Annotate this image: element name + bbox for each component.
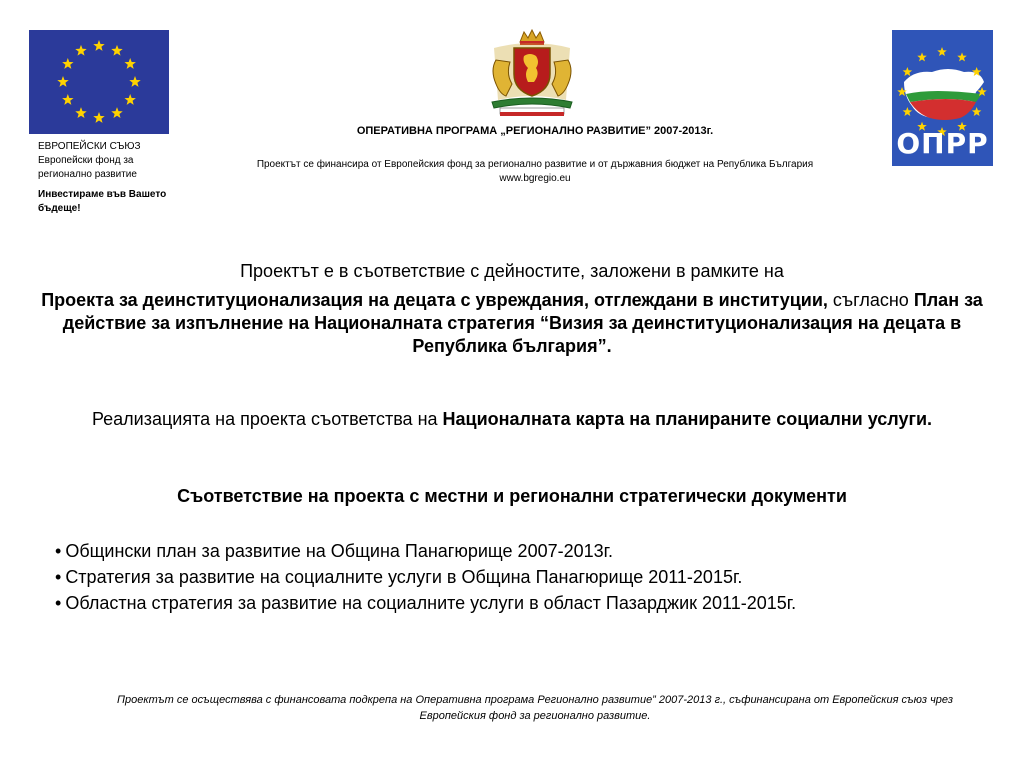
- section-heading: Съответствие на проекта с местни и регионални стратегически документи: [177, 486, 847, 506]
- project-paragraph: [40, 289, 984, 358]
- finance-line: Проектът се финансира от Европейския фонд за регионално развитие и от държавния бюджет на Република България: [256, 159, 814, 170]
- list-item-text: Областна стратегия за развитие на социалните услуги в област Пазарджик 2011-2015г.: [65, 593, 797, 613]
- intro-paragraph: Проектът е в съответствие с дейностите, заложени в рамките на: [240, 261, 784, 281]
- eu-stars-icon: [29, 30, 169, 134]
- documents-list: [55, 540, 955, 618]
- bullet-icon: •: [55, 567, 62, 587]
- eu-caption: [38, 140, 178, 216]
- star-icon: [129, 76, 140, 87]
- star-icon: [93, 112, 104, 123]
- connector-text: съгласно: [827, 290, 914, 310]
- star-icon: [75, 107, 86, 118]
- oprr-logo: [892, 30, 993, 166]
- oprr-label: ОПРР: [896, 127, 989, 160]
- action-plan-name: План за действие за изпълнение на Националната стратегия “Визия за деинституционализация на децата в Република българия”.: [62, 290, 983, 356]
- star-icon: [62, 58, 73, 69]
- star-icon: [62, 94, 73, 105]
- list-item-text: Общински план за развитие на Община Панагюрище 2007-2013г.: [65, 541, 614, 561]
- eu-fund-name: Европейски фонд за регионално развитие: [38, 155, 137, 180]
- star-icon: [124, 58, 135, 69]
- star-icon: [75, 45, 86, 56]
- star-icon: [111, 107, 122, 118]
- program-finance-info: [200, 158, 870, 186]
- bullet-icon: •: [55, 541, 62, 561]
- bullet-icon: •: [55, 593, 62, 613]
- website-link[interactable]: www.bgregio.eu: [499, 173, 571, 184]
- footer-note: Проектът се осъществява с финансовата подкрепа на Оперативна програма Регионално развитие” 2007-2013 г., съфинансирана от Европейския съюз чрез Европейския фонд за регионално развитие.: [117, 694, 953, 722]
- eu-flag-logo: [29, 30, 169, 134]
- star-icon: [93, 40, 104, 51]
- eu-slogan: Инвестираме във Вашето бъдеще!: [38, 189, 167, 214]
- map-intro: Реализацията на проекта съответства на: [91, 409, 443, 429]
- list-item: [55, 566, 955, 589]
- star-icon: [57, 76, 68, 87]
- list-item: [55, 540, 955, 563]
- national-map-name: Националната карта на планираните социални услуги.: [442, 409, 933, 429]
- star-icon: [124, 94, 135, 105]
- list-item: [55, 592, 955, 615]
- star-icon: [111, 45, 122, 56]
- program-title: ОПЕРАТИВНА ПРОГРАМА „РЕГИОНАЛНО РАЗВИТИЕ” 2007-2013г.: [356, 125, 714, 137]
- map-paragraph: [40, 408, 984, 431]
- eu-name: ЕВРОПЕЙСКИ СЪЮЗ: [38, 141, 141, 152]
- bulgarian-coat-of-arms-logo: [474, 26, 590, 118]
- project-name: Проекта за деинституционализация на децата с увреждания, отглеждани в институции,: [41, 290, 828, 310]
- list-item-text: Стратегия за развитие на социалните услуги в Община Панагюрище 2011-2015г.: [65, 567, 743, 587]
